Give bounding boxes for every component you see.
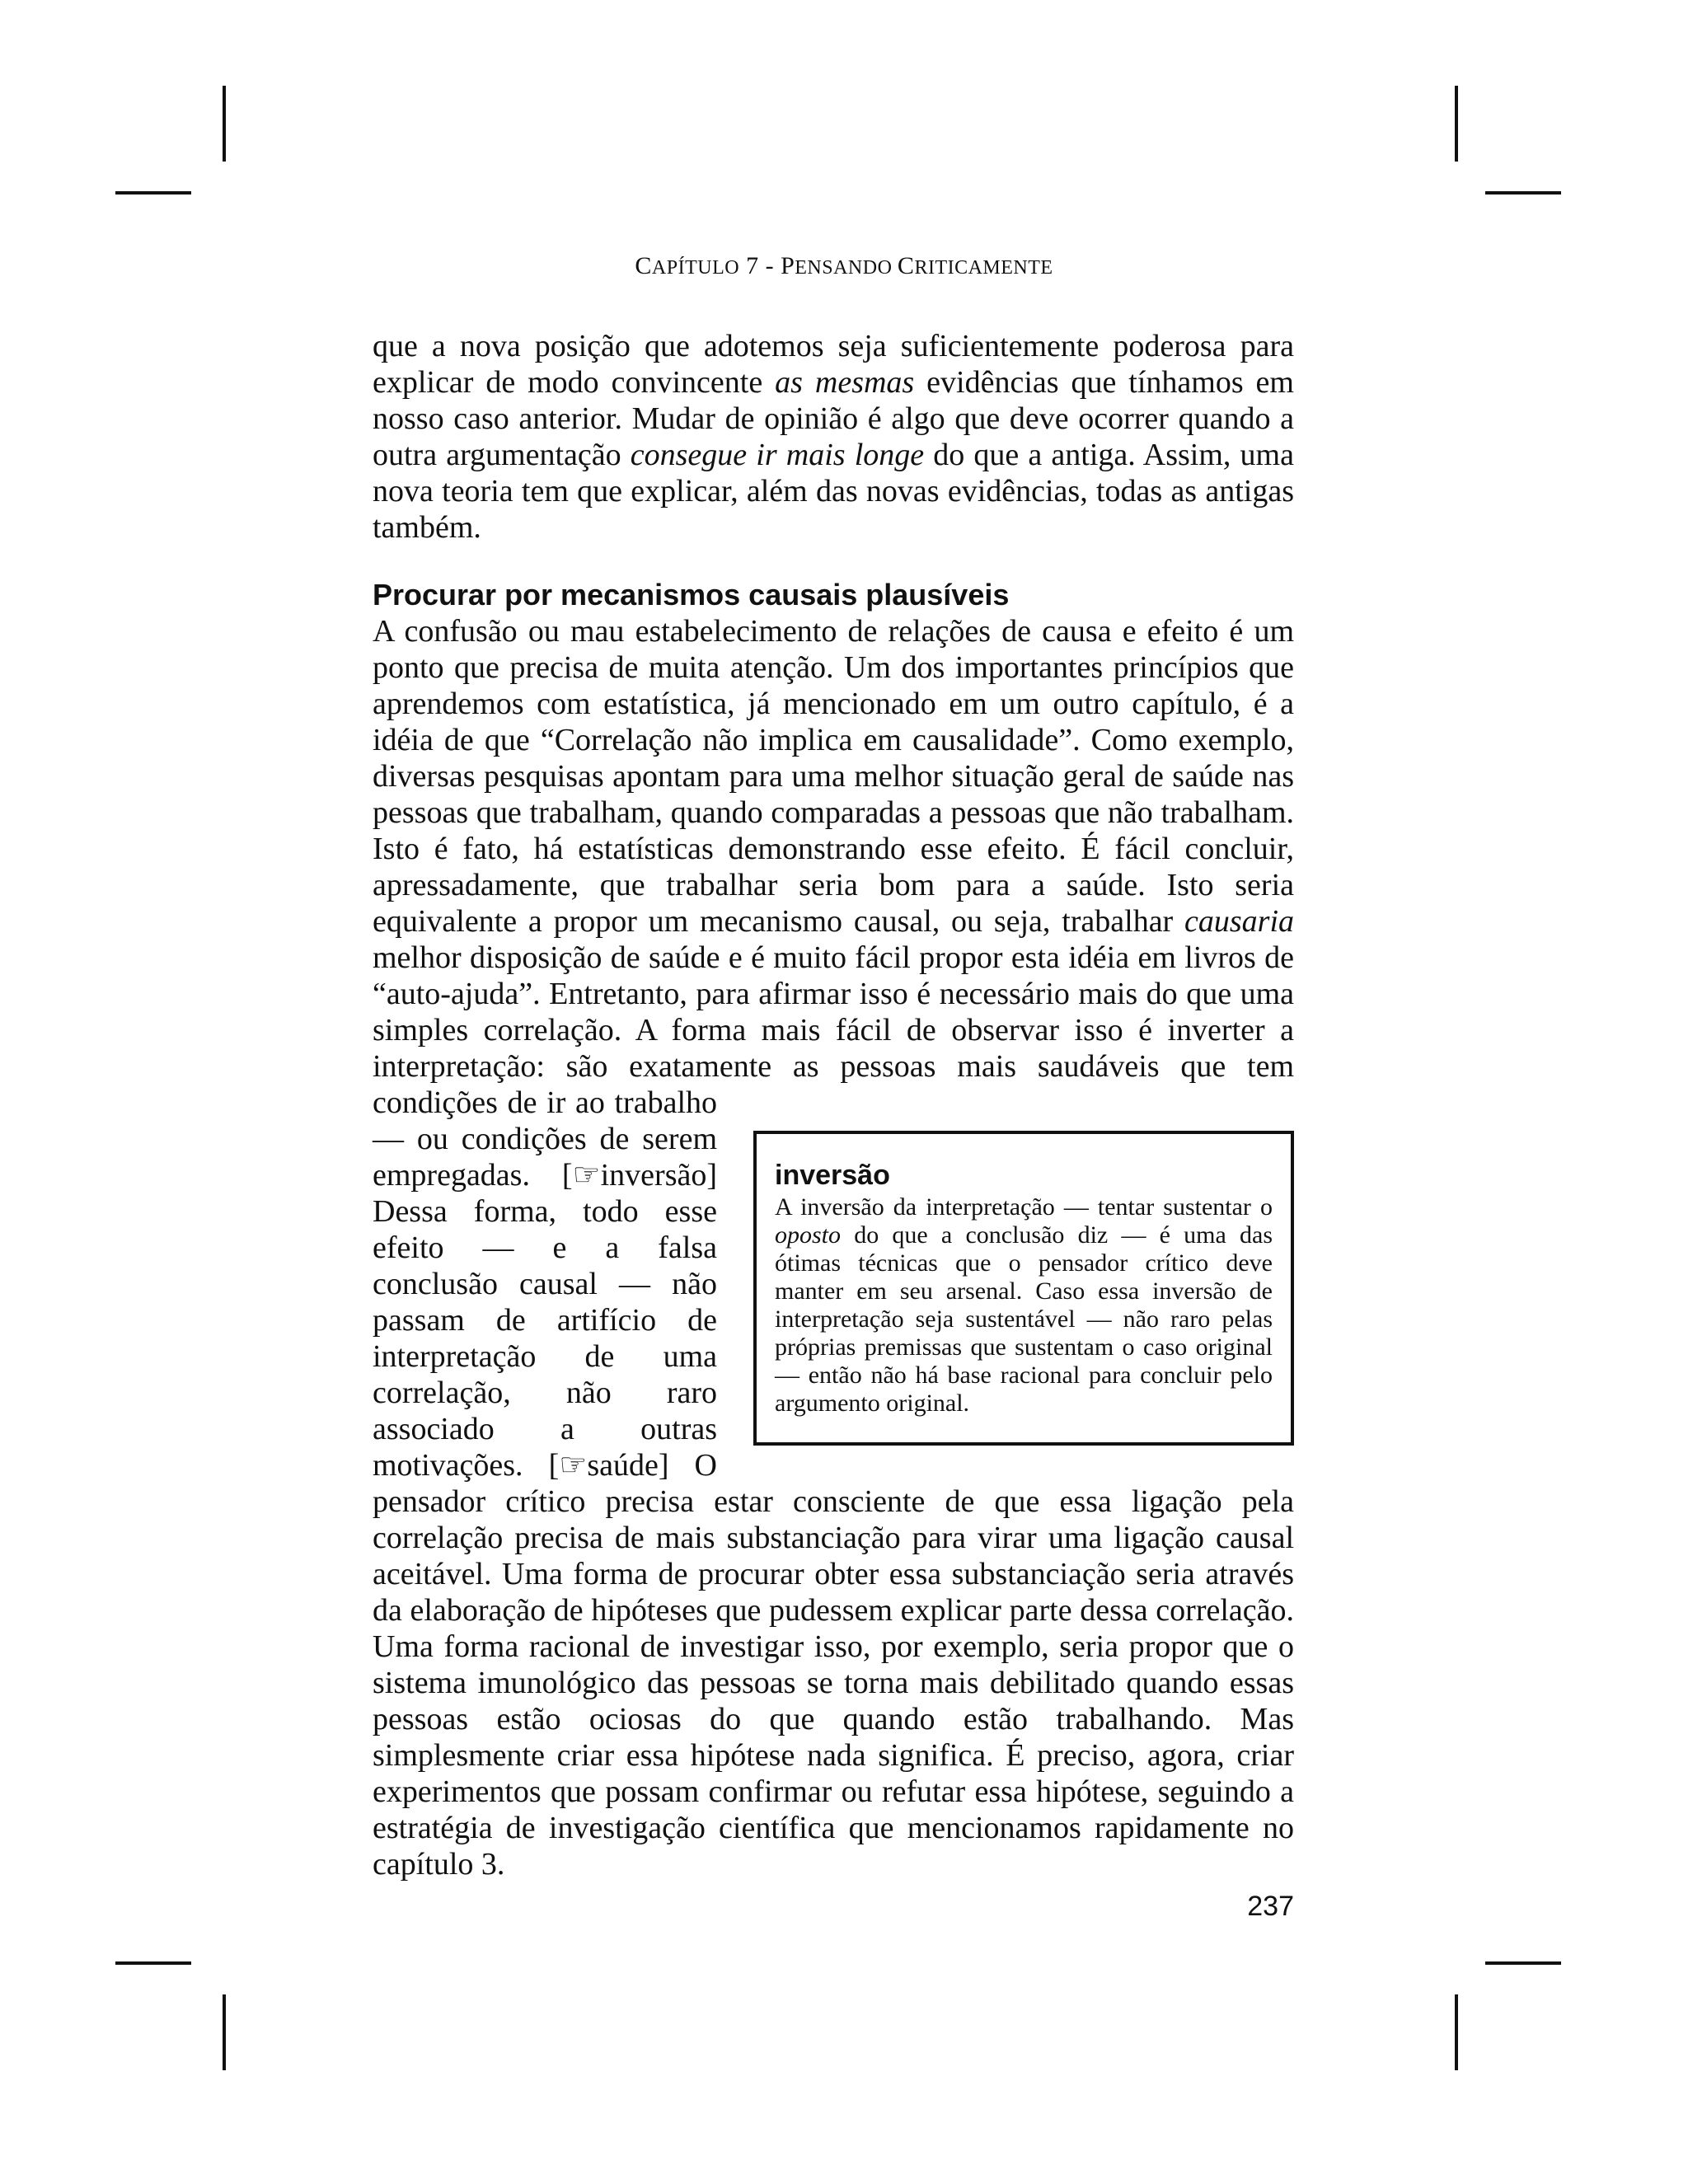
paragraph-2-text-3: ] Dessa forma, todo esse efeito — e a falsa conclusão causal — não passam de artifício de interpretação de uma correlação, não raro associado a outras motivações. [ <box>373 1158 717 1483</box>
paragraph-2-text-4: ] O pensador crítico precisa estar consciente de que essa ligação pela correlação precisa de mais substanciação para virar uma ligação causal aceitável. Uma forma de procurar obter essa substanciação seria através da elaboração de hipóteses que pudessem explicar parte dessa correlação. Uma forma racional de investigar isso, por exemplo, seria propor que o sistema imunológico das pessoas se torna mais debilitado quando essas pessoas estão ociosas do que quando estão trabalhando. Mas simplesmente criar essa hipótese nada significa. É preciso, agora, criar experimentos que possam confirmar ou refutar essa hipótese, seguindo a estratégia de investigação científica que mencionamos rapidamente no capítulo 3. <box>373 1448 1294 1882</box>
sidebar-text-1: A inversão da interpretação — tentar sustentar o <box>775 1193 1273 1221</box>
crop-mark-top-left-horizontal <box>115 191 191 194</box>
sidebar-box-inversao <box>753 1131 1294 1446</box>
crop-mark-bottom-left-horizontal <box>115 1961 191 1965</box>
paragraph-2-text-1: A confusão ou mau estabelecimento de relações de causa e efeito é um ponto que precisa de muita atenção. Um dos importantes princípios que aprendemos com estatística, já mencionado em um outro capítulo, é a idéia de que “Correlação não implica em causalidade”. Como exemplo, diversas pesquisas apontam para uma melhor situação geral de saúde nas pessoas que trabalham, quando comparadas a pessoas que não trabalham. Isto é fato, há estatísticas demonstrando esse efeito. É fácil concluir, apressadamente, que trabalhar seria bom para a saúde. Isto seria equivalente a propor um mecanismo causal, ou seja, trabalhar <box>373 614 1294 939</box>
crop-mark-top-right-horizontal <box>1485 191 1561 194</box>
crop-mark-bottom-left-vertical <box>223 1994 226 2070</box>
pointing-hand-icon: ☞ <box>559 1448 588 1483</box>
running-head <box>0 252 1688 280</box>
running-head-chapter-initial: C <box>635 252 652 279</box>
sidebar-title: inversão <box>775 1160 890 1191</box>
running-head-title-initial-p: P <box>781 252 795 279</box>
paragraph-1-emphasis-2: consegue ir mais longe <box>630 438 925 472</box>
section-heading: Procurar por mecanismos causais plausíveis <box>373 578 1010 612</box>
crop-mark-bottom-right-vertical <box>1455 1994 1458 2070</box>
paragraph-1-text-3: do que a antiga. Assim, uma nova teoria tem que explicar, além das novas evidências, todas as antigas também. <box>373 438 1294 545</box>
crop-mark-top-left-vertical <box>223 86 226 162</box>
paragraph-1 <box>373 328 1294 546</box>
running-head-title-rest-c: RITICAMENTE <box>914 257 1053 279</box>
paragraph-2-text-2: melhor disposição de saúde e é muito fácil propor esta idéia em livros de “auto-ajuda”. Entretanto, para afirmar isso é necessário mais do que uma simples correlação. A forma mais fácil de observar isso é inverter a interpretação: são exatamente as pessoas inversão A inversão da interpretação — tentar sustentar o oposto do que a conclusão diz — é uma das ótimas técnicas que o pensador crítico deve manter em seu arsenal. Caso essa inversão de interpretação seja sustentável — não raro pelas próprias premissas que sustentam o caso original — então não há base racional para concluir pelo argumento original. mais saudáveis que tem condições de ir ao trabalho — ou condições de serem empregadas. [ <box>373 940 1294 1193</box>
paragraph-1-text-1: que a nova posição que adotemos seja suficientemente poderosa para explicar de modo convincente <box>373 329 1294 400</box>
crop-mark-bottom-right-horizontal <box>1485 1961 1561 1965</box>
paragraph-1-text-2: evidências que tínhamos em nosso caso anterior. Mudar de opinião é algo que deve ocorrer quando a outra argumentação <box>373 365 1294 472</box>
running-head-chapter-number: 7 - <box>739 252 781 279</box>
crop-mark-top-right-vertical <box>1455 86 1458 162</box>
paragraph-1-emphasis-1: as mesmas <box>775 365 915 400</box>
pointing-hand-icon: ☞ <box>572 1158 601 1193</box>
sidebar-text <box>775 1193 1273 1418</box>
running-head-title-initial-c: C <box>897 252 915 279</box>
paragraph-2 <box>373 613 1294 1882</box>
paragraph-2-emphasis-1: causaria <box>1184 904 1294 939</box>
page-content <box>373 328 1294 1882</box>
page-number: 237 <box>1247 1891 1294 1922</box>
running-head-title-rest-p: ENSANDO <box>795 257 898 279</box>
cross-reference-inversao[interactable]: inversão <box>600 1158 707 1193</box>
running-head-chapter-rest: APÍTULO <box>651 257 740 279</box>
sidebar-text-2: do que a conclusão diz — é uma das ótimas técnicas que o pensador crítico deve manter em seu arsenal. Caso essa inversão de interpretação seja sustentável — não raro pelas próprias premissas que sustentam o caso original — então não há base racional para concluir pelo argumento original. <box>775 1221 1273 1417</box>
sidebar-emphasis: oposto <box>775 1221 842 1249</box>
cross-reference-saude[interactable]: saúde <box>587 1448 659 1483</box>
